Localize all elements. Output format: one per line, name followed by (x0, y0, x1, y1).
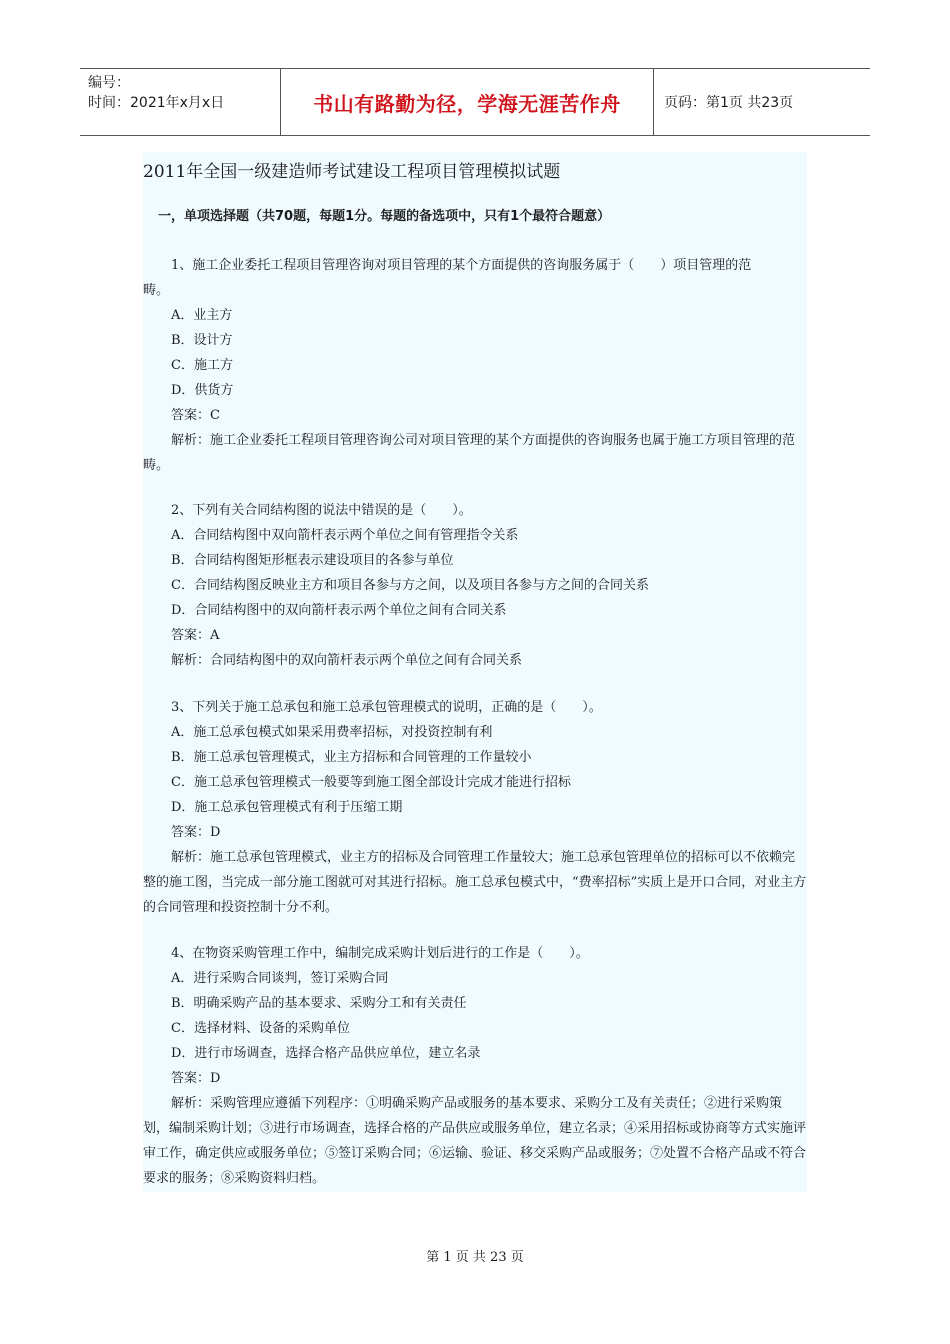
option-c: C．施工方 (171, 358, 233, 373)
option-b: B．明确采购产品的基本要求、采购分工和有关责任 (171, 996, 467, 1011)
option-c: C．选择材料、设备的采购单位 (171, 1021, 350, 1036)
answer: 答案：D (171, 825, 221, 840)
header-meta (80, 69, 281, 135)
question-stem: 1、施工企业委托工程项目管理咨询对项目管理的某个方面提供的咨询服务属于（ ）项目管理的范 (171, 258, 752, 273)
question-2 (143, 498, 807, 673)
option-a: A．施工总承包模式如果采用费率招标，对投资控制有利 (171, 725, 493, 740)
header-page-code: 页码：第1页 共23页 (664, 95, 794, 111)
option-d: D．供货方 (171, 383, 234, 398)
number-label: 编号： (88, 75, 130, 91)
document-title: 2011年全国一级建造师考试建设工程项目管理模拟试题 (143, 162, 561, 182)
option-c: C．合同结构图反映业主方和项目各参与方之间，以及项目各参与方之间的合同关系 (171, 578, 649, 593)
analysis: 解析：施工总承包管理模式，业主方的招标及合同管理工作量较大；施工总承包管理单位的招标可以不依赖完整的施工图，当完成一部分施工图就可对其进行招标。施工总承包模式中，“费率招标”实质上是开口合同，对业主方的合同管理和投资控制十分不利。 (143, 850, 807, 915)
option-b: B．合同结构图矩形框表示建设项目的各参与单位 (171, 553, 454, 568)
question-1 (143, 253, 807, 478)
header-motto: 书山有路勤为径，学海无涯苦作舟 (281, 69, 654, 135)
option-d: D．施工总承包管理模式有利于压缩工期 (171, 800, 403, 815)
answer: 答案：A (171, 628, 220, 643)
question-4 (143, 941, 807, 1191)
option-d: D．进行市场调查，选择合格产品供应单位，建立名录 (171, 1046, 481, 1061)
option-d: D．合同结构图中的双向箭杆表示两个单位之间有合同关系 (171, 603, 507, 618)
question-stem: 4、在物资采购管理工作中，编制完成采购计划后进行的工作是（ ）。 (171, 946, 589, 961)
page-footer: 第 1 页 共 23 页 (426, 1250, 524, 1265)
option-c: C．施工总承包管理模式一般要等到施工图全部设计完成才能进行招标 (171, 775, 571, 790)
question-stem: 2、下列有关合同结构图的说法中错误的是（ ）。 (171, 503, 472, 518)
analysis: 解析：合同结构图中的双向箭杆表示两个单位之间有合同关系 (171, 653, 523, 668)
question-stem: 3、下列关于施工总承包和施工总承包管理模式的说明，正确的是（ ）。 (171, 700, 602, 715)
option-a: A．合同结构图中双向箭杆表示两个单位之间有管理指令关系 (171, 528, 519, 543)
option-a: A．业主方 (171, 308, 233, 323)
analysis: 解析：施工企业委托工程项目管理咨询公司对项目管理的某个方面提供的咨询服务也属于施工方项目管理的范畴。 (143, 433, 796, 473)
option-b: B．施工总承包管理模式，业主方招标和合同管理的工作量较小 (171, 750, 532, 765)
option-b: B．设计方 (171, 333, 233, 348)
document-header (80, 68, 870, 136)
analysis: 解析：采购管理应遵循下列程序：①明确采购产品或服务的基本要求、采购分工及有关责任；②进行采购策划，编制采购计划；③进行市场调查，选择合格的产品供应或服务单位，建立名录；④采用招标或协商等方式实施评审工作，确定供应或服务单位；⑤签订采购合同；⑥运输、验证、移交采购产品或服务；⑦处置不合格产品或不符合要求的服务；⑧采购资料归档。 (143, 1096, 807, 1186)
question-stem-cont: 畴。 (143, 283, 170, 298)
answer: 答案：D (171, 1071, 221, 1086)
section-heading: 一，单项选择题（共70题，每题1分。每题的备选项中，只有1个最符合题意） (158, 209, 611, 224)
option-a: A．进行采购合同谈判，签订采购合同 (171, 971, 389, 986)
answer: 答案：C (171, 408, 220, 423)
question-3 (143, 695, 807, 920)
time-label: 时间：2021年x月x日 (88, 95, 225, 111)
